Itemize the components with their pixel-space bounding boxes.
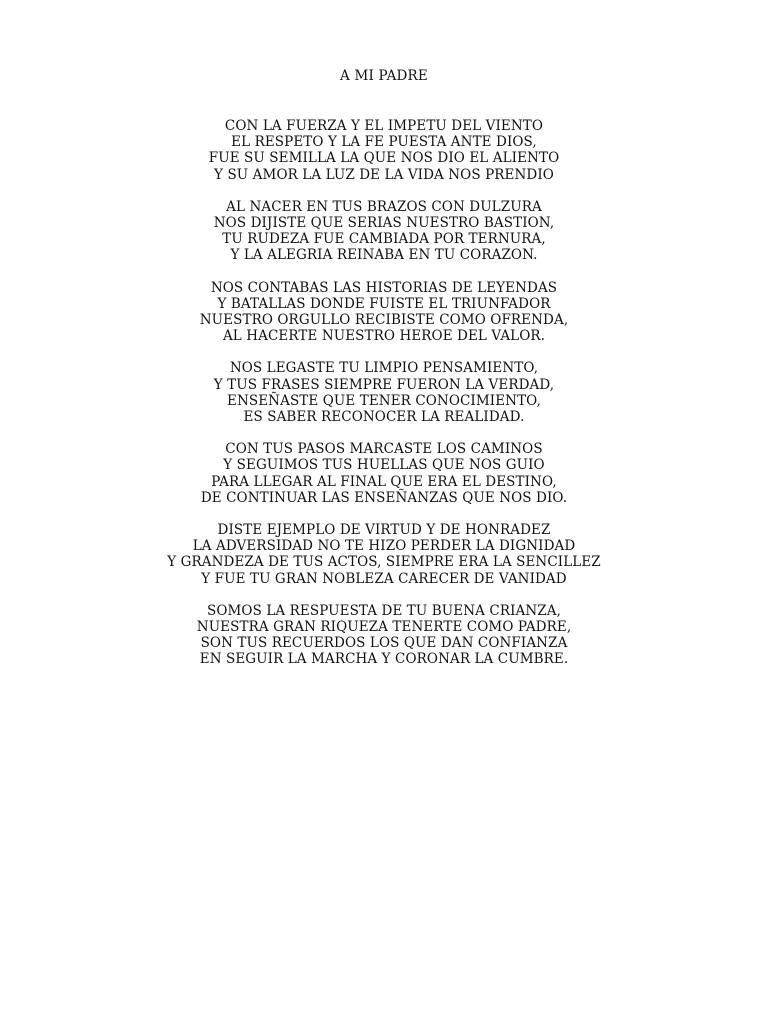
- poem-line: CON TUS PASOS MARCASTE LOS CAMINOS: [225, 441, 543, 458]
- poem-line: NOS DIJISTE QUE SERIAS NUESTRO BASTION,: [213, 215, 555, 232]
- poem-line: NOS CONTABAS LAS HISTORIAS DE LEYENDAS: [210, 279, 558, 296]
- poem-line: AL NACER EN TUS BRAZOS CON DULZURA: [226, 198, 542, 215]
- poem-line: NUESTRA GRAN RIQUEZA TENERTE COMO PADRE,: [196, 619, 572, 636]
- poem-line: Y LA ALEGRIA REINABA EN TU CORAZON.: [230, 247, 538, 264]
- stanza-6: [0, 522, 768, 587]
- stanza-1: [0, 118, 768, 183]
- poem-line: SON TUS RECUERDOS LOS QUE DAN CONFIANZA: [200, 635, 568, 652]
- stanza-4: [0, 360, 768, 425]
- stanza-7: [0, 603, 768, 668]
- poem-line: SOMOS LA RESPUESTA DE TU BUENA CRIANZA,: [206, 602, 561, 619]
- poem-title: A MI PADRE: [340, 68, 428, 84]
- poem-line: Y FUE TU GRAN NOBLEZA CARECER DE VANIDAD: [201, 570, 567, 587]
- poem-line: CON LA FUERZA Y EL IMPETU DEL VIENTO: [224, 118, 544, 134]
- stanza-2: [0, 199, 768, 264]
- poem-line: ES SABER RECONOCER LA REALIDAD.: [243, 409, 525, 426]
- poem-line: ENSEÑASTE QUE TENER CONOCIMIENTO,: [227, 392, 541, 409]
- poem-line: EN SEGUIR LA MARCHA Y CORONAR LA CUMBRE.: [199, 651, 569, 668]
- poem-line: PARA LLEGAR AL FINAL QUE ERA EL DESTINO,: [211, 473, 557, 490]
- stanza-5: [0, 441, 768, 506]
- poem-body: [0, 118, 768, 684]
- poem-line: Y SEGUIMOS TUS HUELLAS QUE NOS GUIO: [223, 457, 545, 474]
- poem-line: Y GRANDEZA DE TUS ACTOS, SIEMPRE ERA LA SENCILLEZ: [167, 554, 601, 571]
- poem-line: AL HACERTE NUESTRO HEROE DEL VALOR.: [222, 328, 546, 345]
- poem-line: EL RESPETO Y LA FE PUESTA ANTE DIOS,: [231, 134, 537, 151]
- stanza-3: [0, 280, 768, 345]
- poem-line: Y BATALLAS DONDE FUISTE EL TRIUNFADOR: [217, 295, 551, 312]
- poem-line: TU RUDEZA FUE CAMBIADA POR TERNURA,: [222, 231, 546, 248]
- poem-line: LA ADVERSIDAD NO TE HIZO PERDER LA DIGNIDAD: [192, 538, 576, 555]
- poem-line: Y TUS FRASES SIEMPRE FUERON LA VERDAD,: [213, 376, 555, 393]
- poem-line: Y SU AMOR LA LUZ DE LA VIDA NOS PRENDIO: [214, 166, 554, 183]
- poem-line: NOS LEGASTE TU LIMPIO PENSAMIENTO,: [229, 360, 539, 377]
- poem-line: FUE SU SEMILLA LA QUE NOS DIO EL ALIENTO: [208, 150, 560, 167]
- poem-line: DE CONTINUAR LAS ENSEÑANZAS QUE NOS DIO.: [200, 489, 568, 506]
- poem-line: NUESTRO ORGULLO RECIBISTE COMO OFRENDA,: [199, 312, 569, 329]
- poem-line: DISTE EJEMPLO DE VIRTUD Y DE HONRADEZ: [217, 522, 551, 539]
